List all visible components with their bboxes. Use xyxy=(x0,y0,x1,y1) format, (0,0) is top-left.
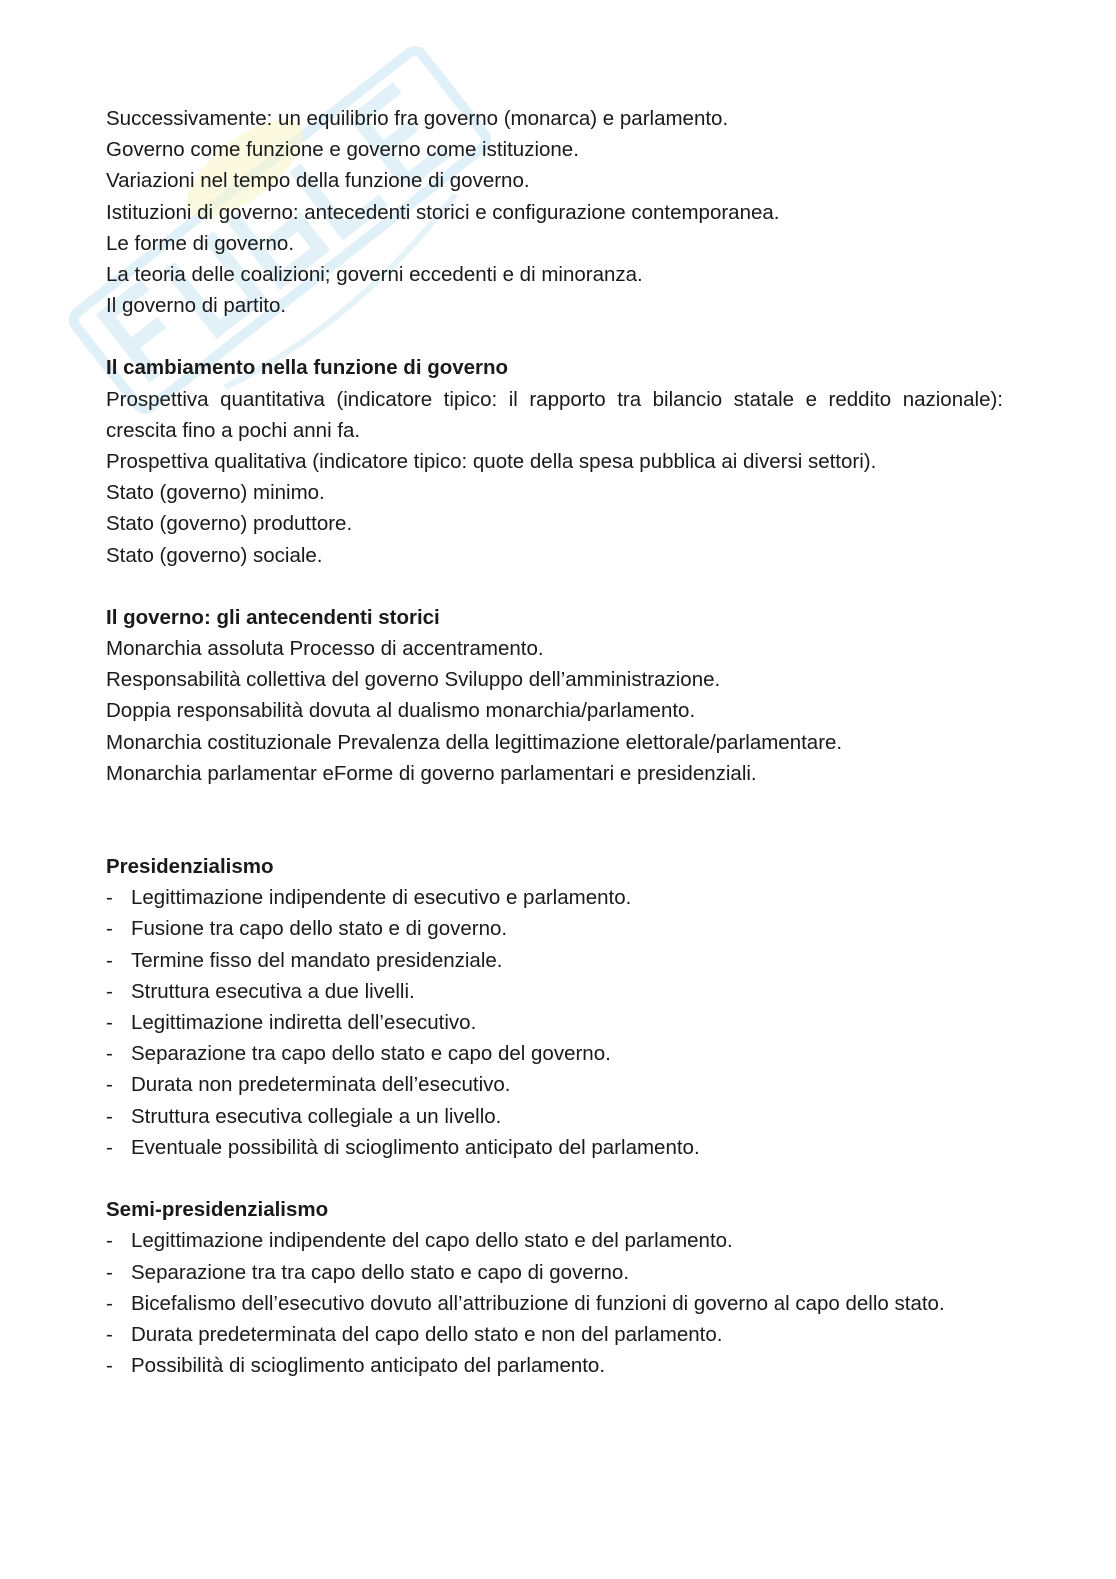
section-heading: Il governo: gli antecendenti storici xyxy=(106,605,440,629)
dash-bullet: - xyxy=(106,1135,113,1159)
intro-line: Istituzioni di governo: antecedenti storici e configurazione contemporanea. xyxy=(106,200,780,224)
dash-bullet: - xyxy=(106,979,113,1003)
list-item-text: Durata non predeterminata dell’esecutivo. xyxy=(131,1073,511,1097)
list-item-text: Fusione tra capo dello stato e di governo. xyxy=(131,917,508,941)
intro-line: Governo come funzione e governo come istituzione. xyxy=(106,138,579,162)
section-line: Stato (governo) sociale. xyxy=(106,543,323,567)
list-item-text: Termine fisso del mandato presidenziale. xyxy=(131,948,503,972)
dash-bullet: - xyxy=(106,886,113,910)
dash-bullet: - xyxy=(106,1291,113,1315)
list-item xyxy=(106,1007,1003,1038)
list-item-text: Struttura esecutiva collegiale a un livello. xyxy=(131,1104,502,1128)
list-item xyxy=(106,1038,1003,1069)
bullet-list xyxy=(106,1225,1003,1381)
section-line: Responsabilità collettiva del governo Sviluppo dell’amministrazione. xyxy=(106,668,721,692)
intro-line: Le forme di governo. xyxy=(106,231,295,255)
list-item xyxy=(106,1288,1003,1319)
list-item xyxy=(106,1257,1003,1288)
intro-line: Variazioni nel tempo della funzione di governo. xyxy=(106,169,530,193)
section-line: Monarchia assoluta Processo di accentramento. xyxy=(106,637,544,661)
section-cambiamento xyxy=(106,352,1003,570)
bullet-list xyxy=(106,882,1003,1163)
dash-bullet: - xyxy=(106,1322,113,1346)
intro-line: Successivamente: un equilibrio fra governo (monarca) e parlamento. xyxy=(106,107,729,130)
spacer xyxy=(106,789,1003,851)
list-item xyxy=(106,882,1003,913)
list-item xyxy=(106,1350,1003,1381)
section-heading: Il cambiamento nella funzione di governo xyxy=(106,356,509,380)
section-line: Monarchia parlamentar eForme di governo parlamentari e presidenziali. xyxy=(106,761,757,785)
list-item-text: Bicefalismo dell’esecutivo dovuto all’attribuzione di funzioni di governo al capo dello stato. xyxy=(131,1291,945,1315)
section-line: Prospettiva quantitativa (indicatore tipico: il rapporto tra bilancio statale e reddito nazionale): crescita fino a pochi anni fa. xyxy=(106,387,1003,442)
dash-bullet: - xyxy=(106,1042,113,1066)
list-item xyxy=(106,1225,1003,1256)
list-item-text: Separazione tra tra capo dello stato e capo di governo. xyxy=(131,1260,630,1284)
dash-bullet: - xyxy=(106,1354,113,1378)
dash-bullet: - xyxy=(106,1073,113,1097)
section-line: Stato (governo) produttore. xyxy=(106,512,353,536)
list-item xyxy=(106,1132,1003,1163)
intro-line: Il governo di partito. xyxy=(106,294,287,318)
list-item xyxy=(106,913,1003,944)
list-item xyxy=(106,945,1003,976)
section-line: Prospettiva qualitativa (indicatore tipico: quote della spesa pubblica ai diversi settori). xyxy=(106,450,877,474)
section-heading: Semi-presidenzialismo xyxy=(106,1198,329,1222)
section-line: Monarchia costituzionale Prevalenza della legittimazione elettorale/parlamentare. xyxy=(106,730,843,754)
intro-block xyxy=(106,103,1003,321)
section-semipresidenzialismo xyxy=(106,1194,1003,1381)
dash-bullet: - xyxy=(106,917,113,941)
list-item xyxy=(106,1069,1003,1100)
dash-bullet: - xyxy=(106,948,113,972)
list-item xyxy=(106,976,1003,1007)
list-item-text: Eventuale possibilità di scioglimento anticipato del parlamento. xyxy=(131,1135,700,1159)
list-item-text: Legittimazione indiretta dell’esecutivo. xyxy=(131,1011,477,1035)
section-antecedenti xyxy=(106,602,1003,789)
dash-bullet: - xyxy=(106,1260,113,1284)
section-line: Doppia responsabilità dovuta al dualismo monarchia/parlamento. xyxy=(106,699,696,723)
list-item-text: Struttura esecutiva a due livelli. xyxy=(131,979,415,1003)
list-item-text: Separazione tra capo dello stato e capo del governo. xyxy=(131,1042,611,1066)
list-item xyxy=(106,1101,1003,1132)
spacer xyxy=(106,571,1003,602)
intro-line: La teoria delle coalizioni; governi eccedenti e di minoranza. xyxy=(106,263,643,287)
list-item-text: Legittimazione indipendente di esecutivo e parlamento. xyxy=(131,886,632,910)
section-line: Stato (governo) minimo. xyxy=(106,481,325,505)
section-presidenzialismo xyxy=(106,851,1003,1163)
spacer xyxy=(106,321,1003,352)
list-item-text: Legittimazione indipendente del capo dello stato e del parlamento. xyxy=(131,1229,733,1253)
section-heading: Presidenzialismo xyxy=(106,855,274,879)
dash-bullet: - xyxy=(106,1229,113,1253)
list-item-text: Durata predeterminata del capo dello stato e non del parlamento. xyxy=(131,1322,723,1346)
dash-bullet: - xyxy=(106,1104,113,1128)
list-item-text: Possibilità di scioglimento anticipato del parlamento. xyxy=(131,1354,606,1378)
list-item xyxy=(106,1319,1003,1350)
spacer xyxy=(106,1163,1003,1194)
document-page xyxy=(106,103,1003,1381)
dash-bullet: - xyxy=(106,1011,113,1035)
